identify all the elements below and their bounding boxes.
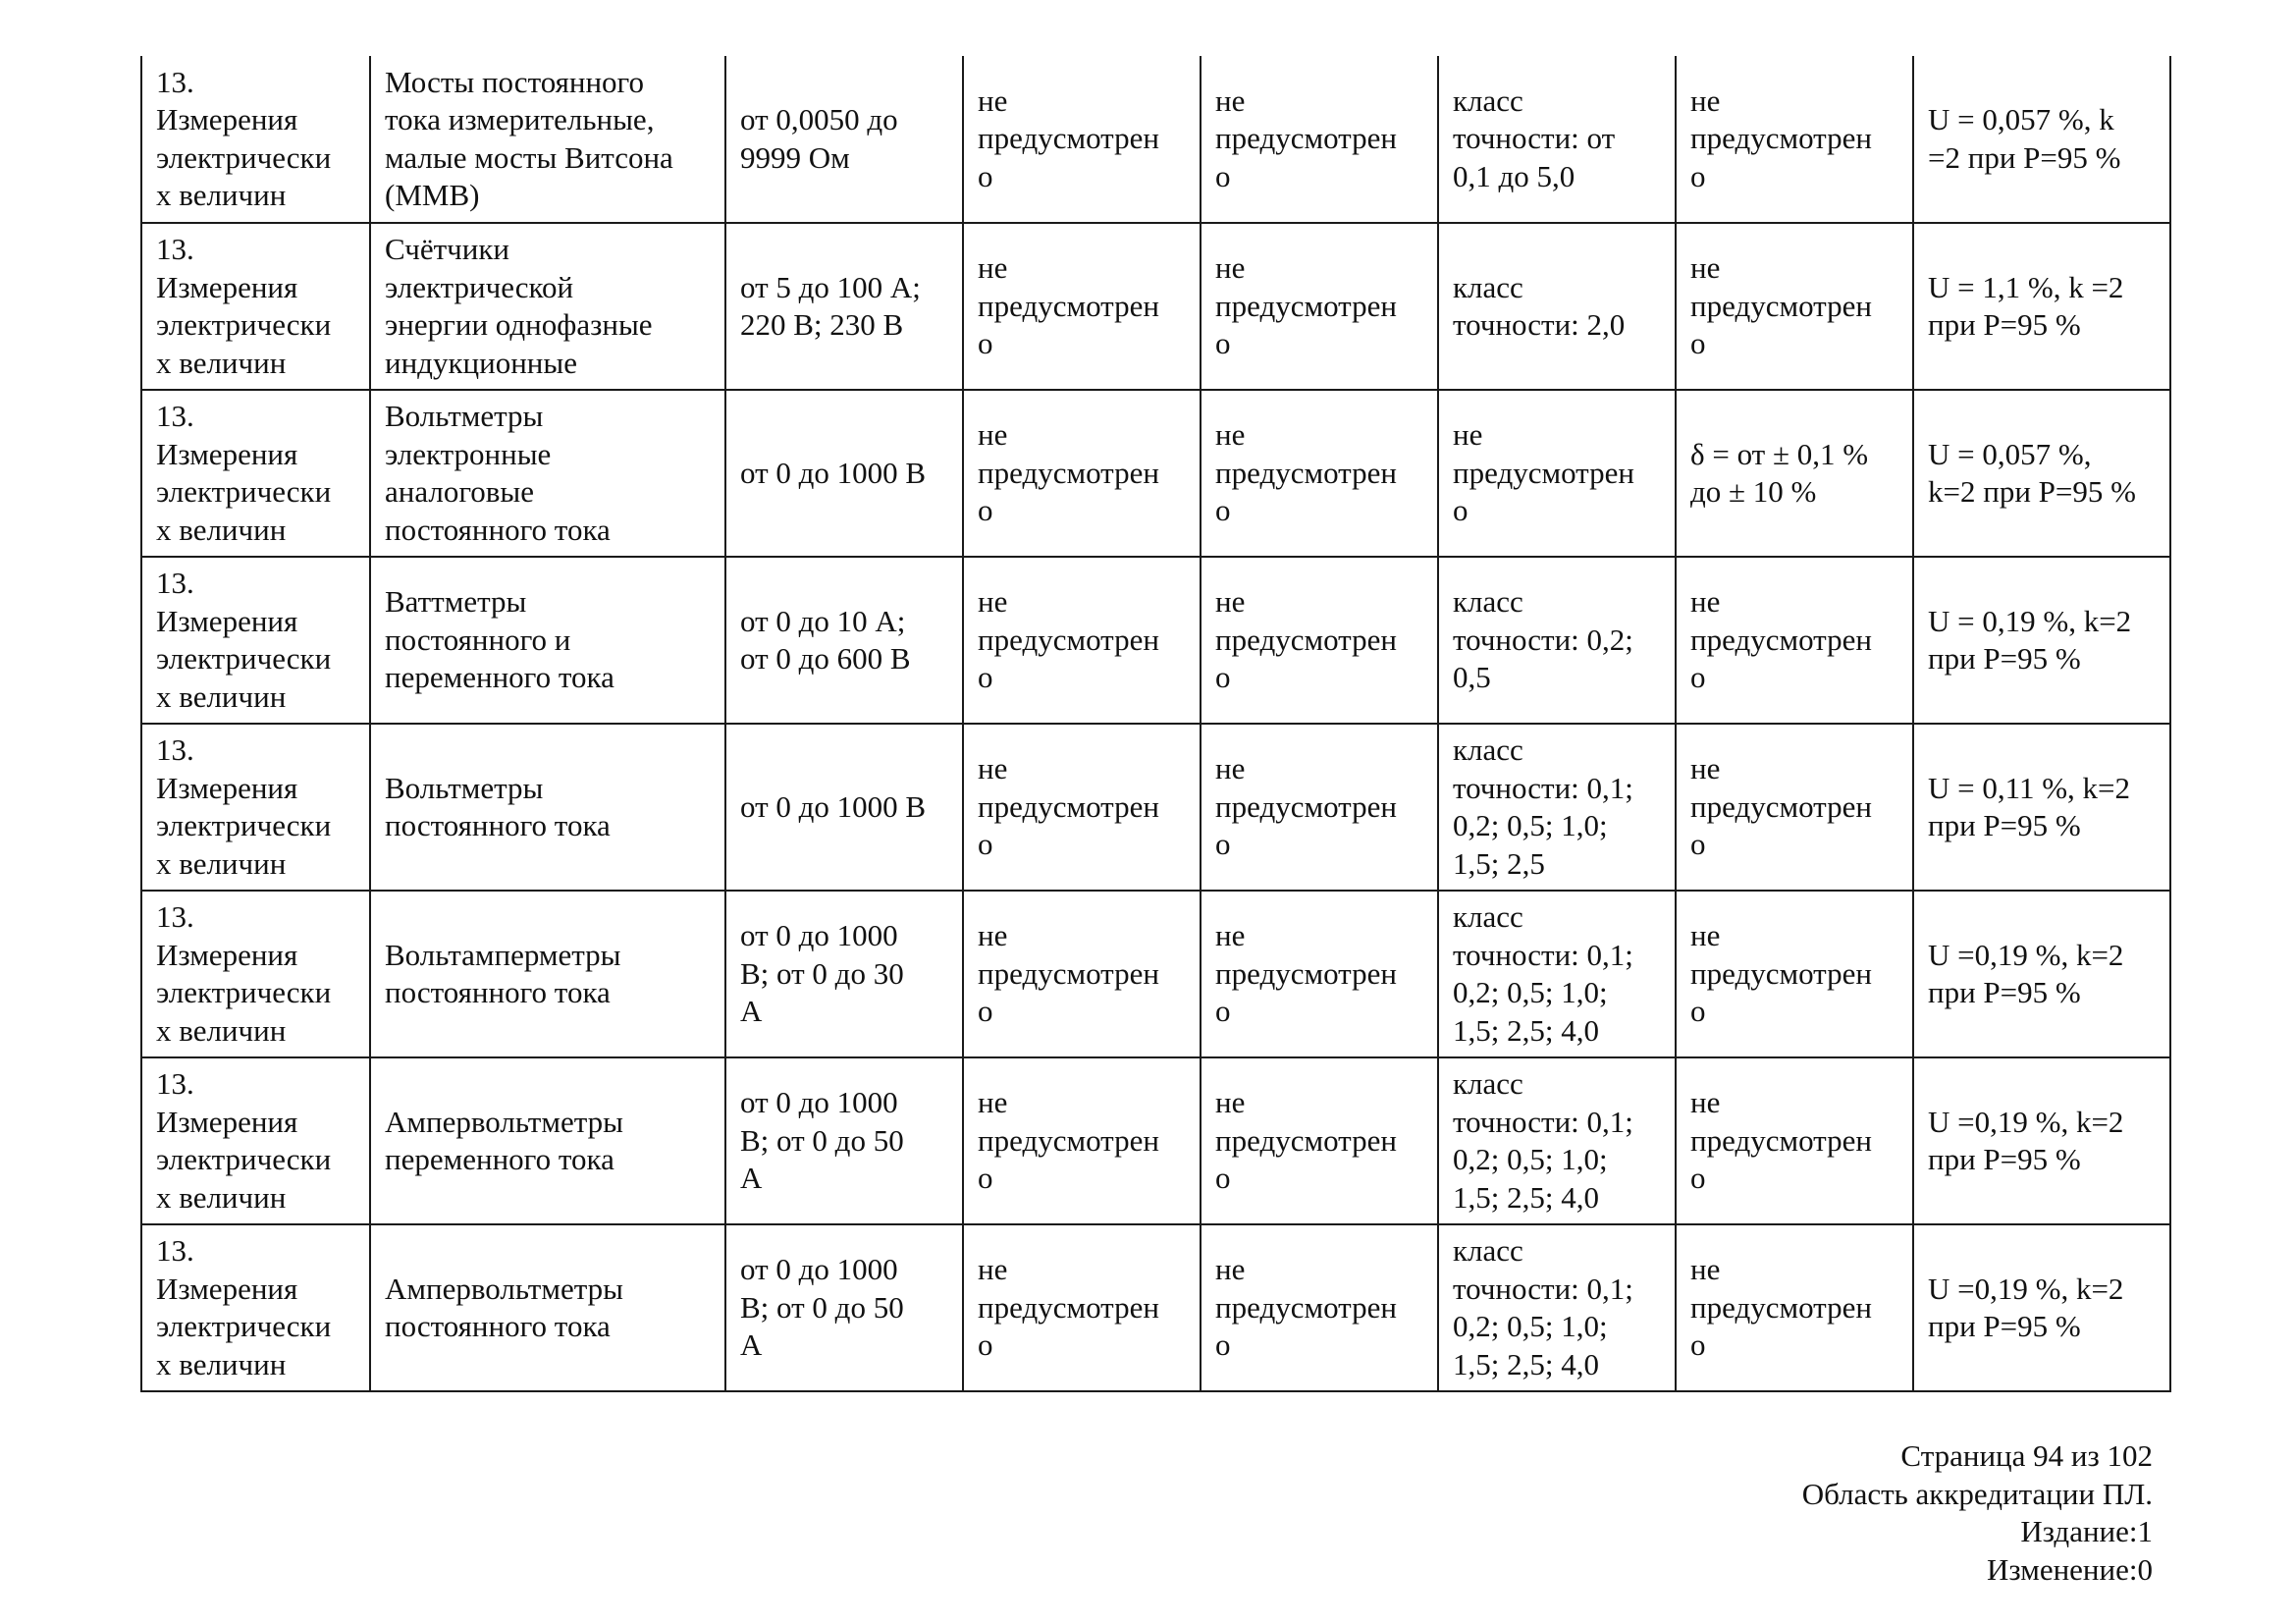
column-5-cell bbox=[1201, 1057, 1438, 1224]
error-cell bbox=[1676, 390, 1913, 557]
cell-text: класс точности: 0,1; 0,2; 0,5; 1,0; 1,5; 2,5; 4,0 bbox=[1453, 1233, 1633, 1381]
measurement-area-cell bbox=[141, 223, 370, 390]
cell-text: 13. Измерения электрически х величин bbox=[156, 566, 332, 714]
measurement-area-cell bbox=[141, 56, 370, 223]
cell-text: не предусмотрен о bbox=[978, 584, 1159, 695]
cell-text: не предусмотрен о bbox=[1215, 1085, 1397, 1196]
cell-text: δ = от ± 0,1 % до ± 10 % bbox=[1690, 436, 1869, 509]
cell-text: не предусмотрен о bbox=[1690, 584, 1872, 695]
table-body bbox=[141, 56, 2170, 1391]
accreditation-scope-label: Область аккредитации ПЛ. bbox=[1801, 1476, 2153, 1511]
instrument-name-cell bbox=[370, 1057, 725, 1224]
cell-text: от 0 до 1000 В bbox=[740, 455, 927, 490]
column-4-cell bbox=[963, 557, 1201, 724]
error-cell bbox=[1676, 724, 1913, 891]
column-5-cell bbox=[1201, 390, 1438, 557]
column-5-cell bbox=[1201, 1224, 1438, 1391]
uncertainty-cell bbox=[1913, 223, 2170, 390]
column-4-cell bbox=[963, 891, 1201, 1057]
column-5-cell bbox=[1201, 724, 1438, 891]
cell-text: класс точности: 0,1; 0,2; 0,5; 1,0; 1,5; 2,5; 4,0 bbox=[1453, 1066, 1633, 1215]
table-row bbox=[141, 557, 2170, 724]
table-row bbox=[141, 1224, 2170, 1391]
cell-text: Ваттметры постоянного и переменного тока bbox=[385, 584, 614, 695]
cell-text: не предусмотрен о bbox=[978, 1085, 1159, 1196]
table-row bbox=[141, 1057, 2170, 1224]
accuracy-class-cell bbox=[1438, 724, 1676, 891]
cell-text: класс точности: 0,2; 0,5 bbox=[1453, 584, 1633, 695]
cell-text: от 0 до 10 А; от 0 до 600 В bbox=[740, 603, 911, 676]
instrument-name-cell bbox=[370, 557, 725, 724]
cell-text: класс точности: 2,0 bbox=[1453, 269, 1626, 342]
error-cell bbox=[1676, 223, 1913, 390]
table-row bbox=[141, 56, 2170, 223]
accuracy-class-cell bbox=[1438, 1057, 1676, 1224]
cell-text: U = 0,057 %, k =2 при Р=95 % bbox=[1928, 102, 2121, 175]
column-4-cell bbox=[963, 390, 1201, 557]
error-cell bbox=[1676, 1057, 1913, 1224]
measurement-range-cell bbox=[725, 557, 963, 724]
cell-text: не предусмотрен о bbox=[978, 82, 1159, 193]
cell-text: класс точности: 0,1; 0,2; 0,5; 1,0; 1,5; 2,5 bbox=[1453, 732, 1633, 881]
cell-text: не предусмотрен о bbox=[1690, 918, 1872, 1029]
cell-text: U = 0,19 %, k=2 при Р=95 % bbox=[1928, 603, 2132, 676]
accuracy-class-cell bbox=[1438, 557, 1676, 724]
page-footer bbox=[1802, 1437, 2153, 1589]
cell-text: не предусмотрен о bbox=[1690, 1085, 1872, 1196]
accuracy-class-cell bbox=[1438, 390, 1676, 557]
uncertainty-cell bbox=[1913, 1224, 2170, 1391]
uncertainty-cell bbox=[1913, 1057, 2170, 1224]
cell-text: U = 0,057 %, k=2 при Р=95 % bbox=[1928, 436, 2136, 509]
cell-text: 13. Измерения электрически х величин bbox=[156, 1066, 332, 1215]
uncertainty-cell bbox=[1913, 724, 2170, 891]
measurement-range-cell bbox=[725, 1224, 963, 1391]
measurement-range-cell bbox=[725, 724, 963, 891]
cell-text: Вольтметры электронные аналоговые постоянного тока bbox=[385, 399, 611, 547]
accreditation-table-container bbox=[140, 56, 2169, 1392]
cell-text: не предусмотрен о bbox=[1215, 417, 1397, 528]
table-row bbox=[141, 724, 2170, 891]
cell-text: не предусмотрен о bbox=[1690, 1252, 1872, 1363]
cell-text: U =0,19 %, k=2 при Р=95 % bbox=[1928, 937, 2124, 1009]
instrument-name-cell bbox=[370, 56, 725, 223]
measurement-range-cell bbox=[725, 891, 963, 1057]
cell-text: Ампервольтметры переменного тока bbox=[385, 1104, 623, 1176]
cell-text: не предусмотрен о bbox=[978, 1252, 1159, 1363]
measurement-area-cell bbox=[141, 891, 370, 1057]
error-cell bbox=[1676, 557, 1913, 724]
table-row bbox=[141, 390, 2170, 557]
instrument-name-cell bbox=[370, 390, 725, 557]
accuracy-class-cell bbox=[1438, 1224, 1676, 1391]
cell-text: не предусмотрен о bbox=[978, 918, 1159, 1029]
edition-label: Издание:1 bbox=[2020, 1514, 2153, 1548]
cell-text: от 0 до 1000 В; от 0 до 30 А bbox=[740, 918, 904, 1029]
column-5-cell bbox=[1201, 223, 1438, 390]
column-4-cell bbox=[963, 724, 1201, 891]
cell-text: не предусмотрен о bbox=[1215, 751, 1397, 862]
cell-text: U = 0,11 %, k=2 при Р=95 % bbox=[1928, 770, 2131, 842]
measurement-area-cell bbox=[141, 1224, 370, 1391]
page-number: Страница 94 из 102 bbox=[1900, 1438, 2153, 1473]
measurement-area-cell bbox=[141, 557, 370, 724]
error-cell bbox=[1676, 1224, 1913, 1391]
change-label: Изменение:0 bbox=[1987, 1551, 2153, 1587]
table-row bbox=[141, 891, 2170, 1057]
cell-text: класс точности: от 0,1 до 5,0 bbox=[1453, 82, 1616, 193]
cell-text: Счётчики электрической энергии однофазные индукционные bbox=[385, 232, 653, 380]
cell-text: 13. Измерения электрически х величин bbox=[156, 64, 332, 212]
column-5-cell bbox=[1201, 56, 1438, 223]
measurement-area-cell bbox=[141, 724, 370, 891]
accuracy-class-cell bbox=[1438, 891, 1676, 1057]
cell-text: 13. Измерения электрически х величин bbox=[156, 232, 332, 380]
uncertainty-cell bbox=[1913, 56, 2170, 223]
column-4-cell bbox=[963, 1057, 1201, 1224]
measurement-range-cell bbox=[725, 390, 963, 557]
cell-text: от 0 до 1000 В; от 0 до 50 А bbox=[740, 1085, 904, 1196]
cell-text: Вольтамперметры постоянного тока bbox=[385, 937, 621, 1009]
instrument-name-cell bbox=[370, 724, 725, 891]
cell-text: от 0 до 1000 В bbox=[740, 788, 927, 824]
uncertainty-cell bbox=[1913, 891, 2170, 1057]
cell-text: 13. Измерения электрически х величин bbox=[156, 399, 332, 547]
column-5-cell bbox=[1201, 891, 1438, 1057]
uncertainty-cell bbox=[1913, 557, 2170, 724]
cell-text: Ампервольтметры постоянного тока bbox=[385, 1271, 623, 1343]
column-4-cell bbox=[963, 56, 1201, 223]
cell-text: не предусмотрен о bbox=[1215, 1252, 1397, 1363]
cell-text: U = 1,1 %, k =2 при Р=95 % bbox=[1928, 269, 2124, 342]
cell-text: U =0,19 %, k=2 при Р=95 % bbox=[1928, 1104, 2124, 1176]
measurement-range-cell bbox=[725, 1057, 963, 1224]
measurement-area-cell bbox=[141, 1057, 370, 1224]
cell-text: не предусмотрен о bbox=[1215, 584, 1397, 695]
cell-text: не предусмотрен о bbox=[1690, 82, 1872, 193]
cell-text: не предусмотрен о bbox=[1215, 250, 1397, 361]
column-4-cell bbox=[963, 1224, 1201, 1391]
cell-text: не предусмотрен о bbox=[1690, 250, 1872, 361]
cell-text: не предусмотрен о bbox=[978, 250, 1159, 361]
error-cell bbox=[1676, 56, 1913, 223]
cell-text: Вольтметры постоянного тока bbox=[385, 770, 611, 842]
cell-text: U =0,19 %, k=2 при Р=95 % bbox=[1928, 1271, 2124, 1343]
cell-text: от 5 до 100 А; 220 В; 230 В bbox=[740, 269, 921, 342]
cell-text: 13. Измерения электрически х величин bbox=[156, 1233, 332, 1381]
instrument-name-cell bbox=[370, 1224, 725, 1391]
error-cell bbox=[1676, 891, 1913, 1057]
measurement-range-cell bbox=[725, 56, 963, 223]
uncertainty-cell bbox=[1913, 390, 2170, 557]
cell-text: 13. Измерения электрически х величин bbox=[156, 732, 332, 881]
cell-text: Мосты постоянного тока измерительные, малые мосты Витсона (ММВ) bbox=[385, 64, 673, 212]
cell-text: от 0,0050 до 9999 Ом bbox=[740, 102, 898, 175]
column-5-cell bbox=[1201, 557, 1438, 724]
measurement-range-cell bbox=[725, 223, 963, 390]
cell-text: не предусмотрен о bbox=[1453, 417, 1634, 528]
table-row bbox=[141, 223, 2170, 390]
cell-text: не предусмотрен о bbox=[1215, 82, 1397, 193]
cell-text: не предусмотрен о bbox=[978, 417, 1159, 528]
cell-text: 13. Измерения электрически х величин bbox=[156, 899, 332, 1048]
instrument-name-cell bbox=[370, 223, 725, 390]
accuracy-class-cell bbox=[1438, 223, 1676, 390]
instrument-name-cell bbox=[370, 891, 725, 1057]
accreditation-scope-table bbox=[140, 56, 2171, 1392]
column-4-cell bbox=[963, 223, 1201, 390]
cell-text: не предусмотрен о bbox=[1215, 918, 1397, 1029]
measurement-area-cell bbox=[141, 390, 370, 557]
cell-text: класс точности: 0,1; 0,2; 0,5; 1,0; 1,5; 2,5; 4,0 bbox=[1453, 899, 1633, 1048]
cell-text: не предусмотрен о bbox=[978, 751, 1159, 862]
cell-text: от 0 до 1000 В; от 0 до 50 А bbox=[740, 1252, 904, 1363]
accuracy-class-cell bbox=[1438, 56, 1676, 223]
cell-text: не предусмотрен о bbox=[1690, 751, 1872, 862]
